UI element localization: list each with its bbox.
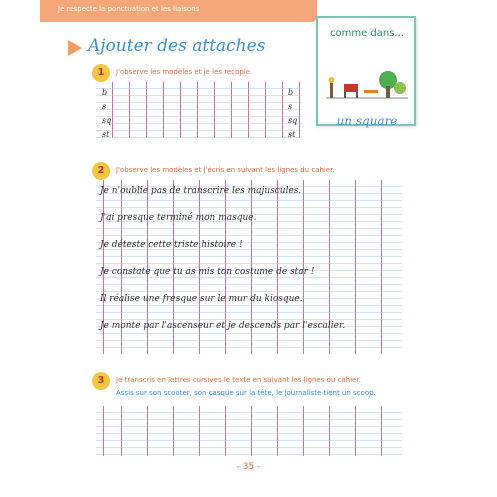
breadcrumb: Je respecte la ponctuation et les liaisons [58, 5, 200, 13]
exercise-3-text: Assis sur son scooter, son casque sur la tête, le journaliste tient un scoop. [116, 389, 376, 397]
model-s: s [102, 102, 107, 111]
header-bar [40, 0, 317, 22]
model-sentence-4: Je constate que tu as mis ton costume de star ! [100, 267, 315, 277]
model-st-end: st [288, 130, 296, 139]
example-card [316, 16, 416, 126]
model-st: st [102, 130, 110, 139]
model-b-end: b [288, 88, 294, 97]
model-sentence-5: Il réalise une fresque sur le mur du kiosque. [100, 294, 303, 304]
park-illustration-icon [326, 68, 408, 108]
exercise-1-badge: 1 [92, 64, 110, 82]
model-sq: sq [102, 116, 112, 125]
model-s-end: s [288, 102, 293, 111]
exercise-3-instruction: Je transcris en lettres cursives le texte en suivant les lignes du cahier. [116, 376, 361, 384]
page-title: Ajouter des attaches [88, 36, 266, 56]
example-card-word: un square [336, 114, 398, 128]
arrow-icon [68, 40, 82, 56]
model-sentence-6: Je monte par l'ascenseur et je descends par l'escalier. [100, 321, 346, 331]
margin-line [103, 406, 104, 456]
model-sentence-1: Je n'oublie pas de transcrire les majuscules. [100, 186, 302, 196]
example-card-label: comme dans... [330, 28, 404, 39]
model-b: b [102, 88, 108, 97]
model-sq-end: sq [288, 116, 298, 125]
page-number: - 35 - [236, 462, 261, 472]
exercise-3-grid[interactable] [96, 406, 402, 456]
exercise-2-instruction: J'observe les modèles et j'écris en suivant les lignes du cahier. [116, 166, 335, 174]
model-sentence-2: J'ai presque terminé mon masque. [100, 213, 257, 223]
exercise-3-badge: 3 [92, 372, 110, 390]
model-sentence-3: Je déteste cette triste histoire ! [100, 240, 243, 250]
exercise-1-instruction: J'observe les modèles et je les recopie. [116, 68, 253, 76]
exercise-2-badge: 2 [92, 162, 110, 180]
exercise-1-grid [96, 82, 302, 138]
